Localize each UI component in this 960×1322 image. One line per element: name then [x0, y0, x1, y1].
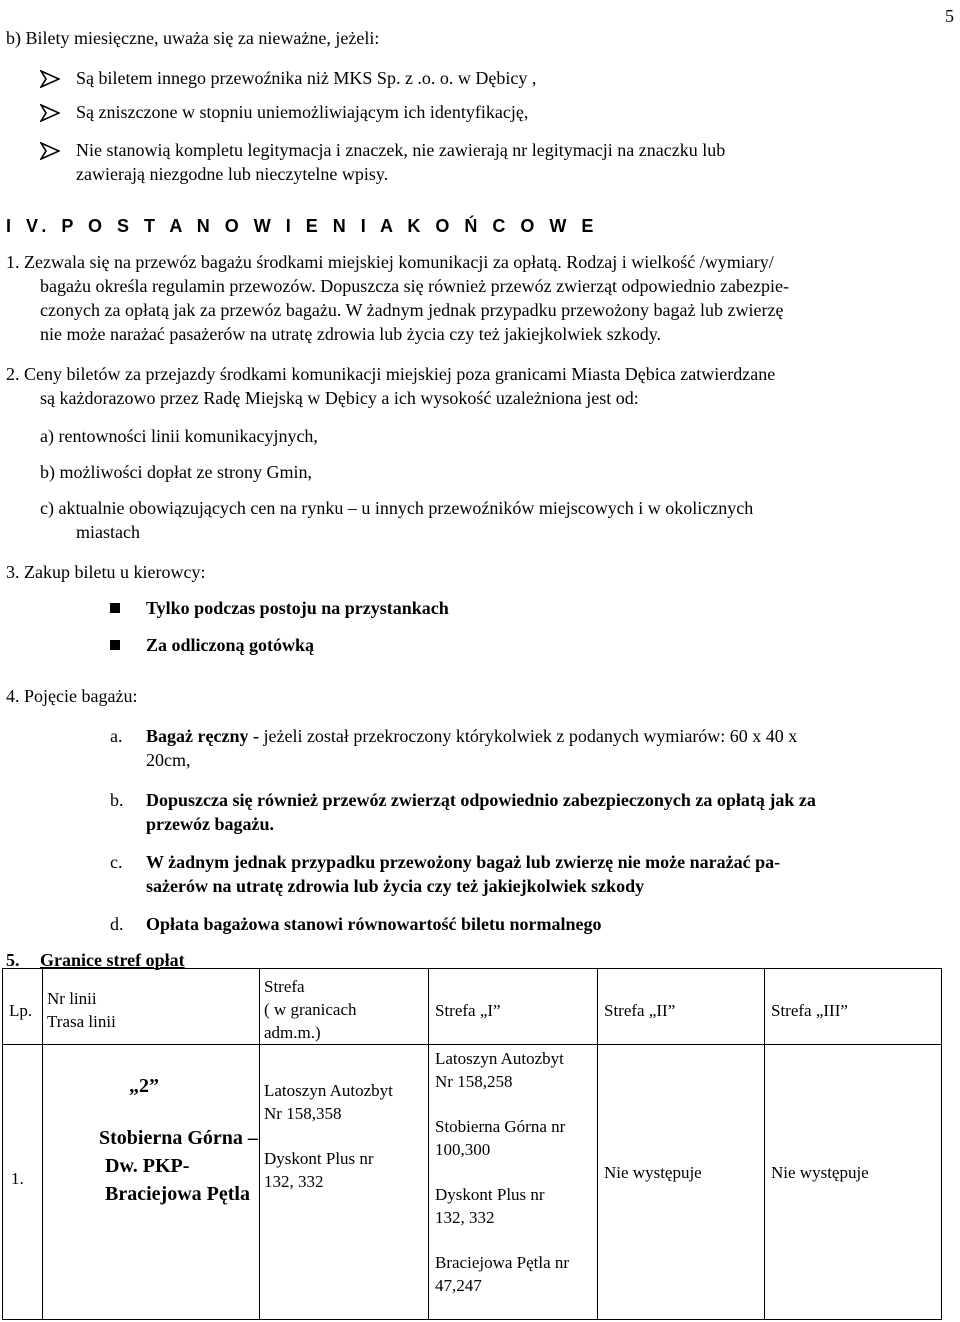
zones-table — [2, 968, 942, 1320]
header-zone-2 — [598, 969, 765, 1045]
square-bullet-icon — [110, 603, 120, 613]
p4-item-a-cont: 20cm, — [146, 750, 191, 770]
row-zone-3 — [765, 1045, 942, 1320]
zone-1-stop-line: Nr 158,258 — [435, 1072, 513, 1091]
header-zone-3-text: Strefa „III” — [771, 1001, 848, 1020]
zone-1-stop-line: 47,247 — [435, 1276, 482, 1295]
header-line — [43, 969, 260, 1045]
zone-1-stop-line — [435, 1161, 597, 1183]
row-zone-3-text: Nie występuje — [771, 1163, 869, 1182]
p4-item-c-marker: c. — [110, 852, 123, 872]
header-city-zone — [260, 969, 429, 1045]
p4-item-a-bold: Bagaż ręczny - — [146, 726, 259, 746]
p4-item-a — [146, 724, 797, 748]
city-stop-line: Dyskont Plus nr — [264, 1149, 374, 1168]
header-zone-1 — [429, 969, 598, 1045]
p2-item-b: b) możliwości dopłat ze strony Gmin, — [40, 462, 312, 482]
row-route-2: Dw. PKP- — [105, 1155, 190, 1177]
header-zone-2-text: Strefa „II” — [604, 1001, 676, 1020]
p3-item-2: Za odliczoną gotówką — [146, 635, 315, 655]
zone-1-stop-line: Braciejowa Pętla nr — [435, 1253, 570, 1272]
zone-1-stop-line — [435, 1093, 597, 1115]
header-route: Trasa linii — [47, 1012, 116, 1031]
section-b-item-1: Są biletem innego przewoźnika niż MKS Sp. z .o. o. w Dębicy , — [76, 68, 537, 88]
row-zone-2 — [598, 1045, 765, 1320]
header-line-no: Nr linii — [47, 989, 97, 1008]
p4-item-b: Dopuszcza się również przewóz zwierząt odpowiednio zabezpieczonych za opłatą jak za — [146, 790, 816, 810]
section-b-item-3: Nie stanowią kompletu legitymacja i znaczek, nie zawierają nr legitymacji na znaczku lub — [76, 140, 726, 160]
row-city-zone — [260, 1045, 429, 1320]
p1-line-3: czonych za opłatą jak za przewóz bagażu. W żadnym jednak przypadku przewożony bagaż lub zwierzę — [40, 300, 784, 320]
p4-title: 4. Pojęcie bagażu: — [6, 686, 138, 706]
p4-item-d-marker: d. — [110, 914, 124, 934]
table-header-row — [3, 969, 942, 1045]
p5-title: Granice stref opłat — [40, 950, 185, 970]
p2-item-c-cont: miastach — [76, 522, 140, 542]
p2-line-2: są każdorazowo przez Radę Miejską w Dębicy a ich wysokość uzależniona jest od: — [40, 388, 639, 408]
city-stop-line: Nr 158,358 — [264, 1104, 342, 1123]
header-city-zone-3: adm.m.) — [264, 1023, 321, 1042]
page-number: 5 — [945, 6, 954, 26]
p4-item-b-cont: przewóz bagażu. — [146, 814, 274, 834]
row-route-1: Stobierna Górna – — [99, 1127, 258, 1149]
p5-number: 5. — [6, 950, 20, 970]
row-route — [43, 1045, 260, 1320]
header-lp — [3, 969, 43, 1045]
header-city-zone-2: ( w granicach — [264, 1000, 357, 1019]
square-bullet-icon — [110, 640, 120, 650]
row-city-zone-stops — [260, 1045, 428, 1193]
table-row — [3, 1045, 942, 1320]
arrow-bullet-icon — [40, 104, 60, 122]
zone-1-stop-line: Dyskont Plus nr — [435, 1185, 545, 1204]
p1-line-2: bagażu określa regulamin przewozów. Dopuszcza się również przewóz zwierząt odpowiednio zabezpie- — [40, 276, 789, 296]
section-b-title: b) Bilety miesięczne, uważa się za nieważne, jeżeli: — [6, 28, 380, 48]
p4-item-d: Opłata bagażowa stanowi równowartość biletu normalnego — [146, 914, 602, 934]
zone-1-stop-line: 100,300 — [435, 1140, 491, 1159]
header-city-zone-1: Strefa — [264, 977, 305, 996]
p1-line-1: 1. Zezwala się na przewóz bagażu środkami miejskiej komunikacji za opłatą. Rodzaj i wielkość /wymiary/ — [6, 252, 774, 272]
p2-line-1: 2. Ceny biletów za przejazdy środkami komunikacji miejskiej poza granicami Miasta Dębica zatwierdzane — [6, 364, 776, 384]
zone-1-stop-line — [435, 1229, 597, 1251]
row-lp-text: 1. — [11, 1169, 24, 1188]
city-stop-line: 132, 332 — [264, 1172, 324, 1191]
header-zone-3 — [765, 969, 942, 1045]
p4-item-a-marker: a. — [110, 726, 123, 746]
p3-item-1: Tylko podczas postoju na przystankach — [146, 598, 449, 618]
section-b-item-3-cont: zawierają niezgodne lub nieczytelne wpisy. — [76, 164, 389, 184]
row-zone-2-text: Nie występuje — [604, 1163, 702, 1182]
p1-line-4: nie może narażać pasażerów na utratę zdrowia lub życia czy też jakiejkolwiek szkody. — [40, 324, 662, 344]
header-lp-text: Lp. — [9, 1001, 33, 1020]
row-lp — [3, 1045, 43, 1320]
zone-1-stop-line: Latoszyn Autozbyt — [435, 1049, 564, 1068]
p3-title: 3. Zakup biletu u kierowcy: — [6, 562, 206, 582]
zone-1-stop-line: 132, 332 — [435, 1208, 495, 1227]
row-route-3: Braciejowa Pętla — [105, 1183, 250, 1205]
p2-item-a: a) rentowności linii komunikacyjnych, — [40, 426, 318, 446]
city-stop-line: Latoszyn Autozbyt — [264, 1081, 393, 1100]
p4-item-a-rest: jeżeli został przekroczony którykolwiek z podanych wymiarów: 60 x 40 x — [258, 726, 798, 746]
arrow-bullet-icon — [40, 70, 60, 88]
zone-1-stop-line: Stobierna Górna nr — [435, 1117, 566, 1136]
row-line-number: „2” — [129, 1075, 159, 1097]
row-zone-1 — [429, 1045, 598, 1320]
p4-item-c-cont: sażerów na utratę zdrowia lub życia czy też jakiejkolwiek szkody — [146, 876, 645, 896]
p2-item-c: c) aktualnie obowiązujących cen na rynku – u innych przewoźników miejscowych i w okolicznych — [40, 498, 754, 518]
section-iv-heading: I V. P O S T A N O W I E N I A K O Ń C O W E — [6, 216, 599, 236]
header-zone-1-text: Strefa „I” — [435, 1001, 501, 1020]
section-b-item-2: Są zniszczone w stopniu uniemożliwiającym ich identyfikację, — [76, 102, 529, 122]
city-stop-line — [264, 1125, 428, 1147]
p4-item-b-marker: b. — [110, 790, 124, 810]
arrow-bullet-icon — [40, 142, 60, 160]
p4-item-c: W żadnym jednak przypadku przewożony bagaż lub zwierzę nie może narażać pa- — [146, 852, 781, 872]
row-zone-1-stops — [429, 1045, 597, 1297]
